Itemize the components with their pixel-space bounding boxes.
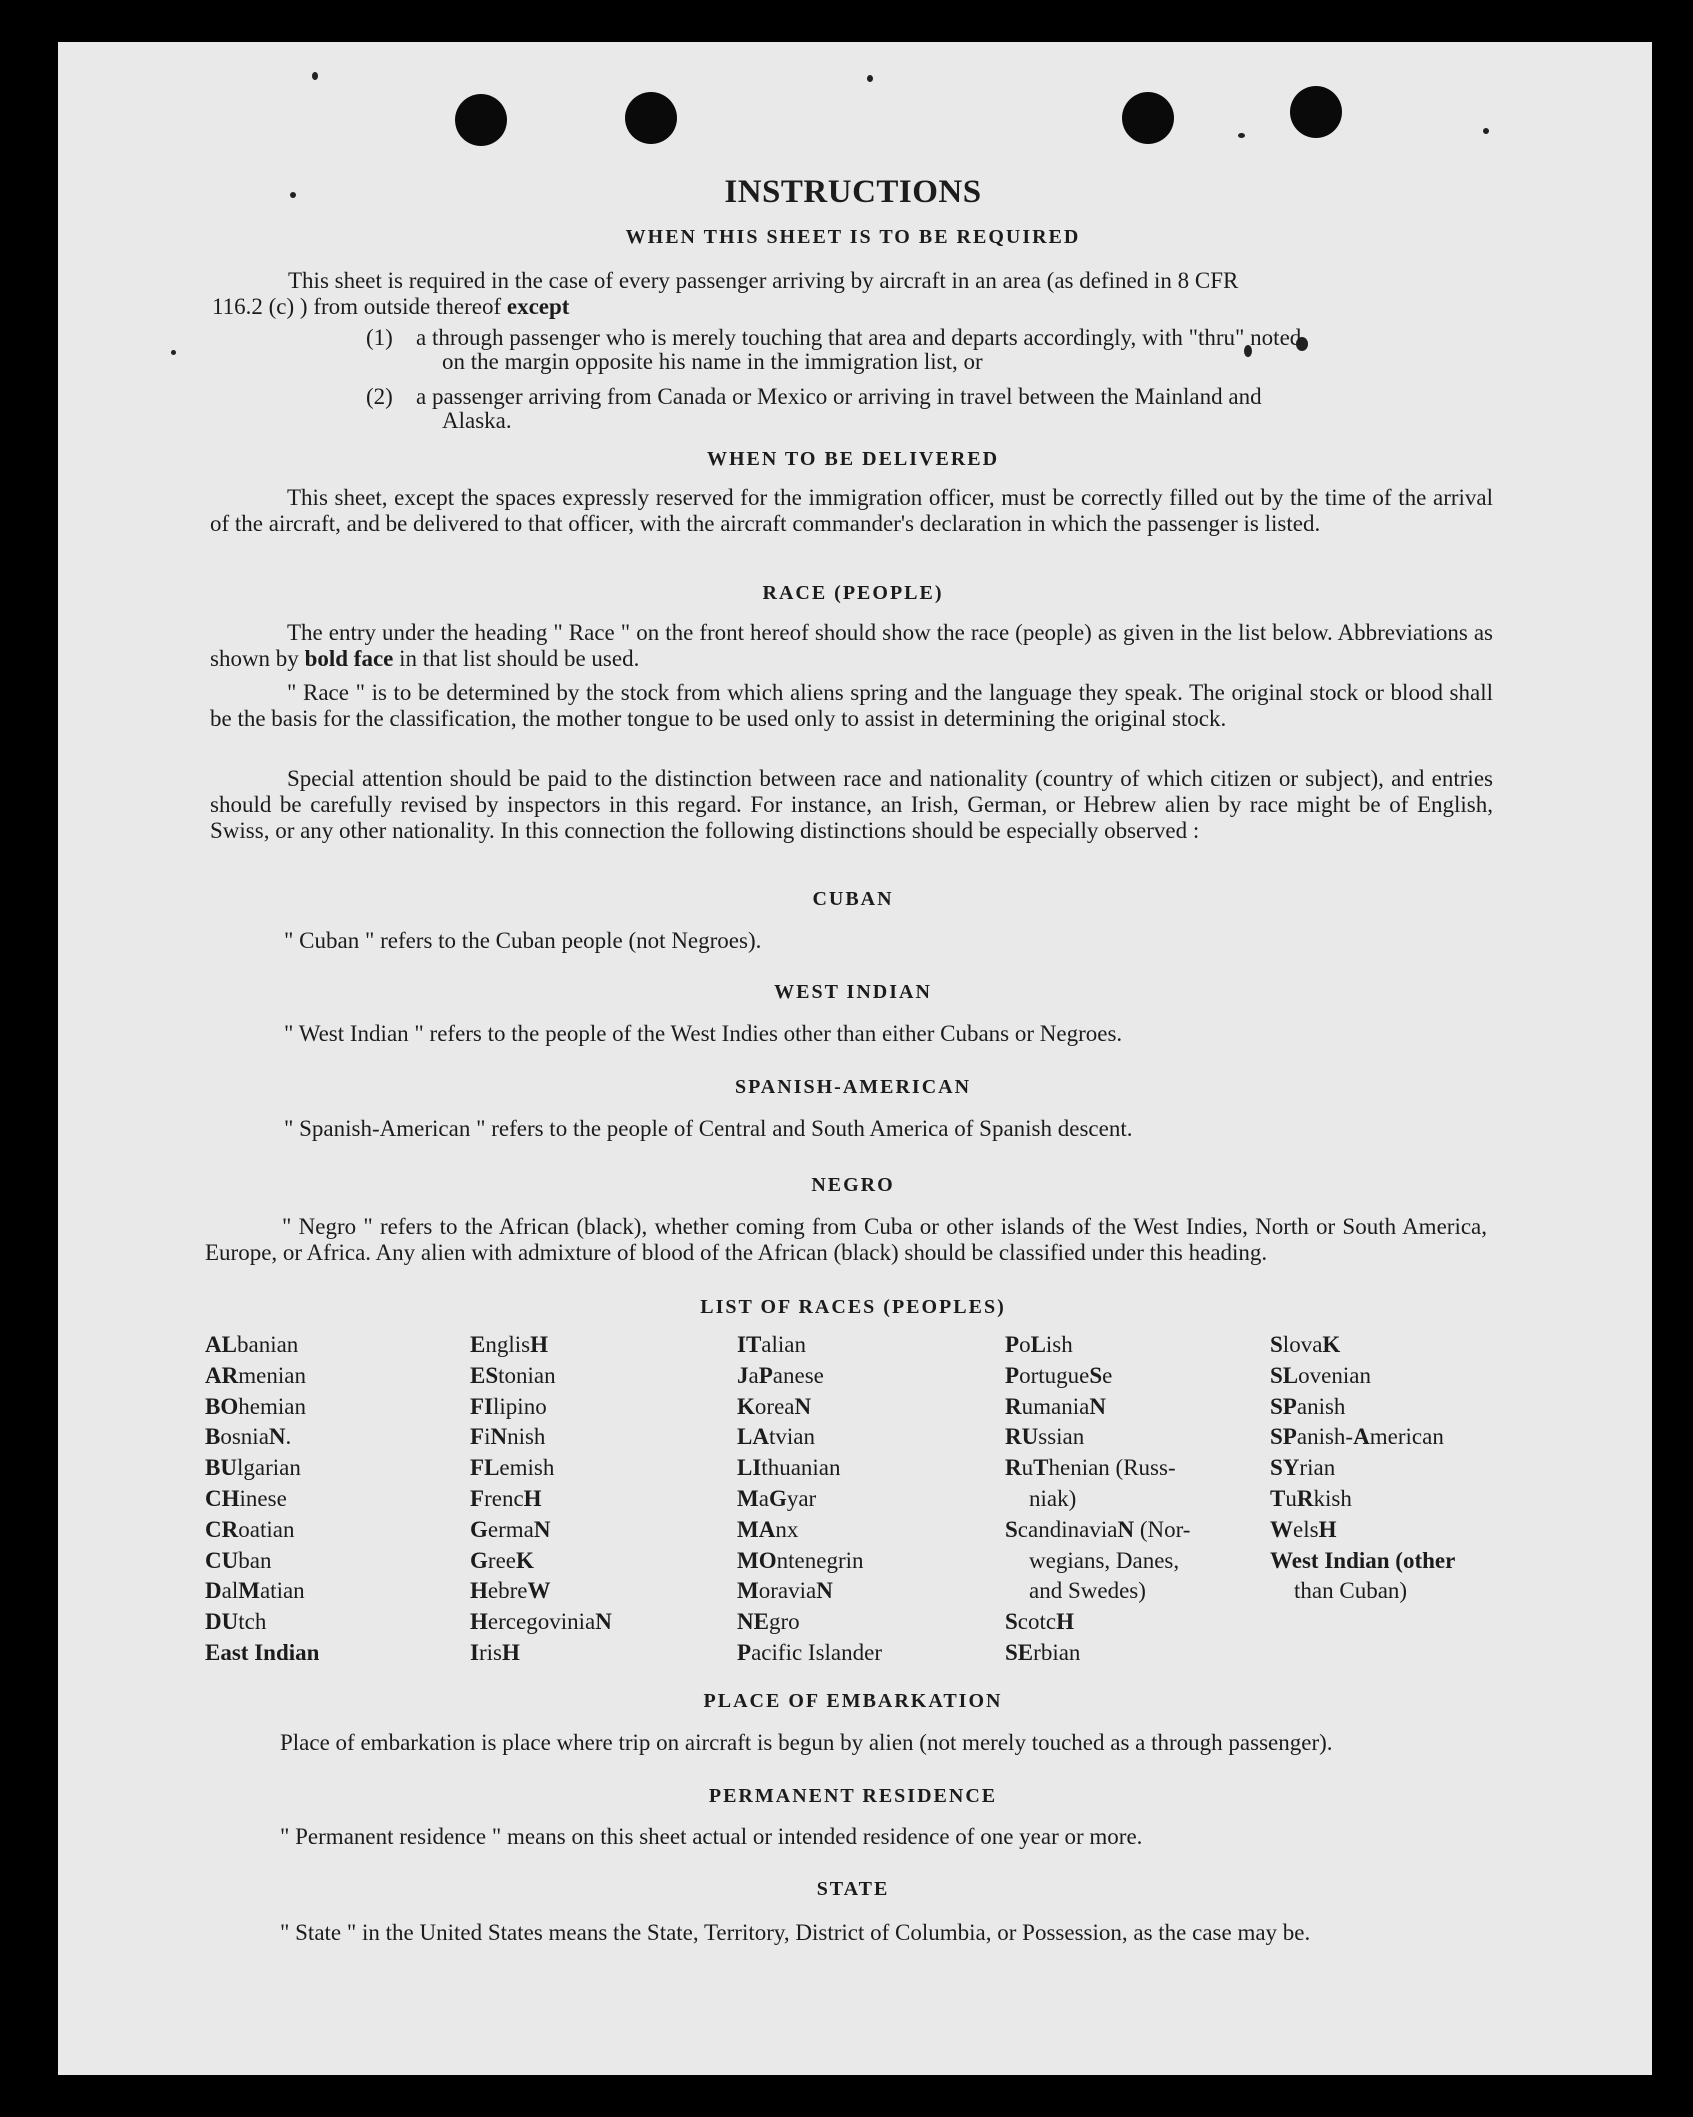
race-entry: than Cuban) [1294,1578,1408,1604]
races-column-4 [1005,1330,1190,1669]
race-entry: HercegoviniaN [470,1609,612,1635]
races-column-2 [470,1330,612,1669]
page-title: INSTRUCTIONS [724,174,982,210]
race-entry: MOntenegrin [737,1547,864,1573]
race-entry: CUban [205,1547,272,1573]
race-entry: DUtch [205,1609,267,1635]
race-entry: RUssian [1005,1424,1085,1450]
race-entry: MAnx [737,1516,799,1542]
race-entry: East Indian [205,1639,320,1665]
race-entry: MaGyar [737,1485,817,1511]
race-entry: Pacific Islander [737,1639,882,1665]
race-entry: NEgro [737,1609,800,1635]
race-entry: West Indian (other [1270,1547,1456,1573]
race-entry: SYrian [1270,1455,1336,1481]
race-entry: CRoatian [205,1516,295,1542]
race-entry: BosniaN. [205,1424,292,1450]
race-entry: FIlipino [470,1393,547,1419]
speck-mark [171,350,176,355]
when-required-intro-line1: This sheet is required in the case of every passenger arriving by aircraft in an area (as defined in 8 CFR [288,268,1239,293]
negro-text: " Negro " refers to the African (black), whether coming from Cuba or other islands of the West Indies, North or South America, Europe, or Africa. Any alien with admixture of blood of the African (black) should be classified under this heading. [205,1214,1487,1265]
heading-when-required: WHEN THIS SHEET IS TO BE REQUIRED [625,226,1081,248]
item-number-1: (1) [366,325,393,350]
race-entry: SErbian [1005,1639,1081,1665]
punch-hole [625,92,677,144]
speck-mark [1238,133,1245,138]
when-required-intro-line2: 116.2 (c) ) from outside thereof except [212,294,570,319]
item-number-2: (2) [366,384,393,409]
race-entry: ALbanian [205,1332,299,1357]
race-entry: and Swedes) [1029,1578,1146,1604]
west-indian-text: " West Indian " refers to the people of the West Indies other than either Cubans or Negroes. [284,1021,1123,1046]
heading-cuban: CUBAN [812,888,894,910]
race-entry: RuThenian (Russ- [1005,1455,1176,1481]
race-entry: MoraviaN [737,1578,833,1604]
item-1-line2: on the margin opposite his name in the immigration list, or [442,349,983,374]
heading-west-indian: WEST INDIAN [774,981,932,1003]
race-entry: FLemish [470,1455,555,1481]
race-entry: IrisH [470,1639,520,1665]
race-entry: FrencH [470,1485,542,1511]
race-entry: ARmenian [205,1362,306,1388]
race-entry: LAtvian [737,1424,815,1450]
race-entry: PortugueSe [1005,1362,1113,1388]
when-delivered-text: This sheet, except the spaces expressly reserved for the immigration officer, must be correctly filled out by the time of the arrival of the aircraft, and be delivered to that officer, with the aircraft commander's declaration in which the passenger is listed. [210,485,1493,536]
spanish-american-text: " Spanish-American " refers to the people of Central and South America of Spanish descent. [284,1116,1133,1141]
race-entry: BOhemian [205,1393,306,1419]
race-entry: ScotcH [1005,1609,1075,1635]
speck-mark [1483,128,1489,134]
race-entry: FiNnish [470,1424,546,1450]
race-entry: JaPanese [737,1362,824,1388]
punch-hole [1290,86,1342,138]
race-entry: ITalian [737,1332,807,1357]
race-entry: SlovaK [1270,1332,1341,1357]
heading-negro: NEGRO [811,1174,895,1196]
race-entry: ScandinaviaN (Nor- [1005,1516,1191,1542]
race-entry: KoreaN [737,1393,812,1419]
speck-mark [867,75,873,82]
races-list [205,1330,1485,1675]
cuban-text: " Cuban " refers to the Cuban people (not Negroes). [284,928,762,953]
race-entry: DalMatian [205,1578,305,1604]
race-entry: EnglisH [470,1332,548,1357]
race-entry: PoLish [1005,1332,1073,1357]
permanent-residence-text: " Permanent residence " means on this sheet actual or intended residence of one year or more. [280,1824,1143,1849]
race-entry: WelsH [1270,1516,1337,1542]
races-column-5 [1270,1330,1455,1607]
place-of-embarkation-text: Place of embarkation is place where trip on aircraft is begun by alien (not merely touched as a through passenger). [280,1730,1333,1755]
heading-state: STATE [816,1878,890,1900]
speck-mark [312,72,318,80]
race-paragraph-2: " Race " is to be determined by the stock from which aliens spring and the language they speak. The original stock or blood shall be the basis for the classification, the mother tongue to be used only to assist in determining the original stock. [210,680,1493,731]
race-paragraph-1: The entry under the heading " Race " on the front hereof should show the race (people) as given in the list below. Abbreviations as shown by bold face in that list should be used. [210,620,1493,671]
race-entry: SLovenian [1270,1362,1371,1388]
races-column-1 [205,1330,319,1669]
race-entry: RumaniaN [1005,1393,1106,1419]
item-2-line1: a passenger arriving from Canada or Mexico or arriving in travel between the Mainland and [416,384,1262,409]
heading-spanish-american: SPANISH-AMERICAN [734,1076,972,1098]
race-entry: HebreW [470,1578,551,1604]
races-column-3 [737,1330,882,1669]
heading-list-of-races: LIST OF RACES (PEOPLES) [700,1296,1006,1318]
race-entry: EStonian [470,1362,556,1388]
race-entry: SPanish [1270,1393,1346,1419]
punch-hole [1122,92,1174,144]
race-entry: SPanish-American [1270,1424,1444,1450]
race-entry: CHinese [205,1485,287,1511]
item-1-line1: a through passenger who is merely touching that area and departs accordingly, with "thru" noted [416,325,1302,350]
race-paragraph-3: Special attention should be paid to the distinction between race and nationality (country of which citizen or subject), and entries should be carefully revised by inspectors in this regard. For instance, an Irish, German, or Hebrew alien by race might be of English, Swiss, or any other nationality. In this connection the following distinctions should be especially observed : [210,766,1493,843]
race-entry: GermaN [470,1516,551,1542]
race-entry: wegians, Danes, [1029,1547,1180,1573]
race-entry: TuRkish [1270,1485,1352,1511]
heading-race: RACE (PEOPLE) [762,582,944,604]
state-text: " State " in the United States means the State, Territory, District of Columbia, or Possession, as the case may be. [280,1920,1311,1945]
heading-permanent-residence: PERMANENT RESIDENCE [708,1785,998,1807]
punch-hole [455,94,507,146]
race-entry: GreeK [470,1547,534,1573]
race-entry: LIthuanian [737,1455,841,1481]
race-entry: BUlgarian [205,1455,301,1481]
item-2-line2: Alaska. [442,408,512,433]
race-entry: niak) [1029,1485,1077,1511]
heading-when-delivered: WHEN TO BE DELIVERED [706,448,1000,470]
heading-place-of-embarkation: PLACE OF EMBARKATION [703,1690,1003,1712]
